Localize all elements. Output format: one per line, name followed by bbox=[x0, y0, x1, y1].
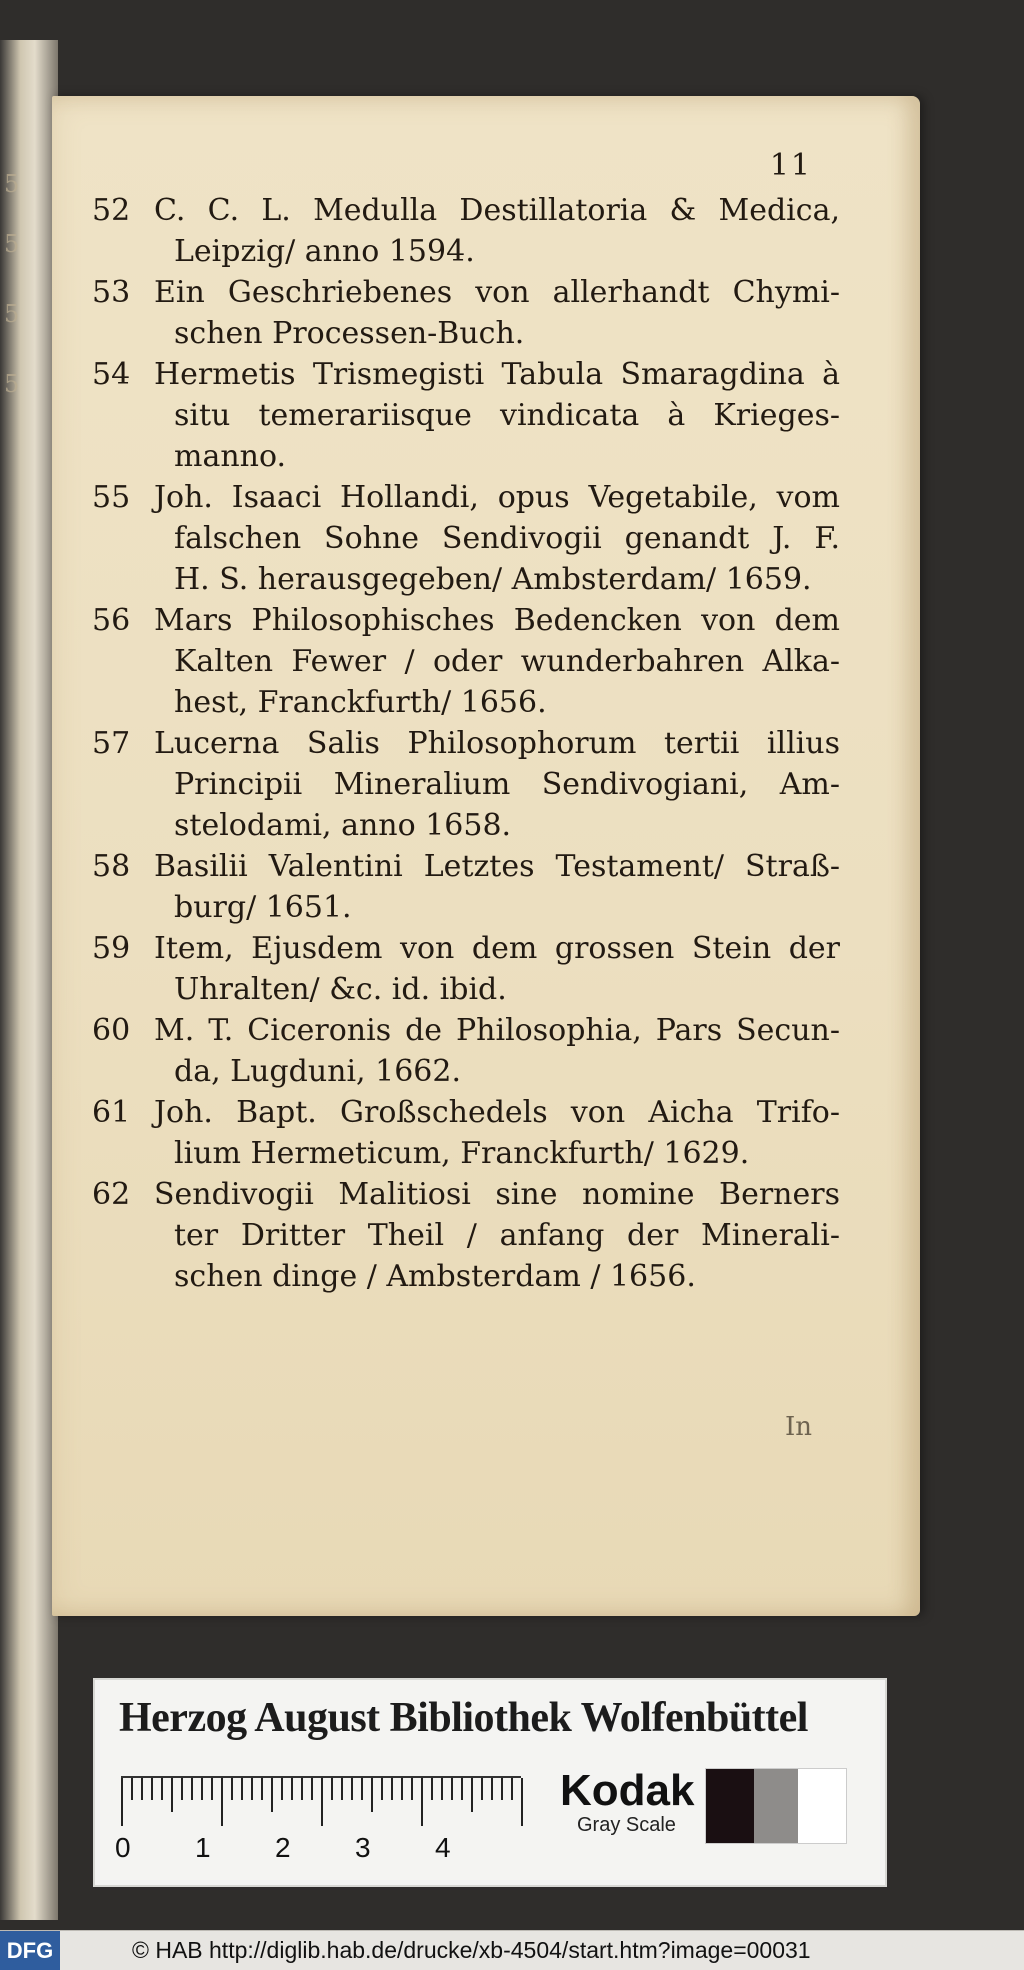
entry-number: 53 bbox=[92, 275, 131, 310]
ruler-tick bbox=[381, 1778, 383, 1800]
ruler-tick bbox=[281, 1778, 283, 1800]
ruler-tick bbox=[451, 1778, 453, 1800]
ruler-tick bbox=[121, 1778, 123, 1826]
ruler-tick bbox=[161, 1778, 163, 1800]
ruler-tick bbox=[271, 1778, 273, 1812]
entry-text-line: Hermetis Trismegisti Tabula Smaragdina à bbox=[154, 357, 840, 392]
catalogue-entry bbox=[92, 928, 852, 1010]
kodak-logo: Kodak bbox=[560, 1766, 695, 1815]
entry-text-line: Ein Geschriebenes von allerhandt Chymi- bbox=[154, 275, 840, 310]
ruler-tick bbox=[181, 1778, 183, 1800]
bleed-mark: 5 bbox=[4, 230, 20, 258]
entry-text-line: M. T. Ciceronis de Philosophia, Pars Secun- bbox=[154, 1013, 840, 1048]
scan-reference-card bbox=[95, 1680, 885, 1885]
ruler-tick bbox=[321, 1778, 323, 1826]
ruler-tick bbox=[141, 1778, 143, 1800]
entry-text-line: ter Dritter Theil / anfang der Minerali- bbox=[174, 1218, 840, 1253]
ruler-tick bbox=[511, 1778, 513, 1800]
entry-text-line: burg/ 1651. bbox=[174, 890, 352, 925]
ruler-tick bbox=[251, 1778, 253, 1800]
ruler-tick bbox=[191, 1778, 193, 1800]
copyright-link[interactable]: © HAB http://diglib.hab.de/drucke/xb-4504/start.htm?image=00031 bbox=[132, 1937, 811, 1963]
ruler-tick bbox=[481, 1778, 483, 1800]
ruler-tick bbox=[291, 1778, 293, 1800]
ruler-tick bbox=[461, 1778, 463, 1800]
ruler-tick bbox=[441, 1778, 443, 1800]
ruler-tick bbox=[131, 1778, 133, 1800]
ruler-tick bbox=[231, 1778, 233, 1800]
adjacent-page-edge bbox=[0, 40, 58, 1920]
ruler-tick bbox=[201, 1778, 203, 1800]
entry-text-line: Kalten Fewer / oder wunderbahren Alka- bbox=[174, 644, 840, 679]
bleed-mark: 5 bbox=[4, 300, 20, 328]
ruler-tick bbox=[241, 1778, 243, 1800]
entry-text-line: Sendivogii Malitiosi sine nomine Berners bbox=[154, 1177, 840, 1212]
gray-scale-patches bbox=[705, 1768, 847, 1844]
ruler-number: 1 bbox=[195, 1832, 211, 1863]
entry-text-line: stelodami, anno 1658. bbox=[174, 808, 512, 843]
entry-text-line: da, Lugduni, 1662. bbox=[174, 1054, 462, 1089]
entry-text-line: Lucerna Salis Philosophorum tertii illius bbox=[154, 726, 840, 761]
entry-text-line: schen dinge / Ambsterdam / 1656. bbox=[174, 1259, 696, 1294]
entry-number: 60 bbox=[92, 1013, 131, 1048]
ruler-number: 4 bbox=[435, 1832, 451, 1863]
ruler-tick bbox=[301, 1778, 303, 1800]
entry-number: 58 bbox=[92, 849, 131, 884]
catalogue-entry bbox=[92, 477, 852, 600]
catalogue-entry bbox=[92, 600, 852, 723]
entry-text-line: Principii Mineralium Sendivogiani, Am- bbox=[174, 767, 840, 802]
catchword: In bbox=[784, 1412, 812, 1442]
ruler-tick bbox=[491, 1778, 493, 1800]
bleed-mark: 5 bbox=[4, 170, 20, 198]
ruler-tick bbox=[341, 1778, 343, 1800]
ruler-tick bbox=[221, 1778, 223, 1826]
entry-number: 54 bbox=[92, 357, 131, 392]
gray-scale-label: Gray Scale bbox=[577, 1814, 676, 1836]
ruler-tick bbox=[521, 1778, 523, 1826]
ruler-tick bbox=[431, 1778, 433, 1800]
ruler-tick bbox=[411, 1778, 413, 1800]
catalogue-entry bbox=[92, 1174, 852, 1297]
ruler-tick bbox=[351, 1778, 353, 1800]
ruler-tick bbox=[211, 1778, 213, 1800]
entry-number: 61 bbox=[92, 1095, 131, 1130]
footer-bar bbox=[0, 1930, 1024, 1970]
entry-number: 55 bbox=[92, 480, 131, 515]
book-page bbox=[52, 96, 920, 1616]
entry-text-line: C. C. L. Medulla Destillatoria & Medica, bbox=[154, 193, 840, 228]
ruler-tick bbox=[171, 1778, 173, 1812]
catalogue-entry bbox=[92, 190, 852, 272]
entry-text-line: falschen Sohne Sendivogii genandt J. F. bbox=[174, 521, 840, 556]
ruler-tick bbox=[391, 1778, 393, 1800]
entry-text-line: Uhralten/ &c. id. ibid. bbox=[174, 972, 507, 1007]
catalogue-entry bbox=[92, 354, 852, 477]
ruler-ticks bbox=[121, 1776, 521, 1830]
entry-text-line: lium Hermeticum, Franckfurth/ 1629. bbox=[174, 1136, 750, 1171]
dfg-logo: DFG bbox=[0, 1931, 60, 1970]
gray-patch-light bbox=[798, 1769, 846, 1843]
entry-text-line: Item, Ejusdem von dem grossen Stein der bbox=[154, 931, 840, 966]
catalogue-entry bbox=[92, 1010, 852, 1092]
entry-text-line: Joh. Bapt. Großschedels von Aicha Trifo- bbox=[154, 1095, 840, 1130]
gray-patch-dark bbox=[706, 1769, 754, 1843]
entry-text-line: schen Processen-Buch. bbox=[174, 316, 525, 351]
library-title: Herzog August Bibliothek Wolfenbüttel bbox=[119, 1695, 808, 1741]
entry-text-line: situ temerariisque vindicata à Krieges- bbox=[174, 398, 840, 433]
entry-text-line: H. S. herausgegeben/ Ambsterdam/ 1659. bbox=[174, 562, 812, 597]
measurement-ruler bbox=[115, 1776, 521, 1876]
entry-number: 57 bbox=[92, 726, 131, 761]
ruler-tick bbox=[421, 1778, 423, 1826]
entry-number: 56 bbox=[92, 603, 131, 638]
ruler-tick bbox=[151, 1778, 153, 1800]
ruler-tick bbox=[331, 1778, 333, 1800]
entry-text-line: Leipzig/ anno 1594. bbox=[174, 234, 475, 269]
catalogue-entry bbox=[92, 272, 852, 354]
ruler-tick bbox=[361, 1778, 363, 1800]
ruler-tick bbox=[401, 1778, 403, 1800]
ruler-tick bbox=[501, 1778, 503, 1800]
ruler-number: 0 bbox=[115, 1832, 131, 1863]
catalogue-entry bbox=[92, 846, 852, 928]
entry-text-line: Basilii Valentini Letztes Testament/ Straß- bbox=[154, 849, 840, 884]
catalogue-entry bbox=[92, 723, 852, 846]
gray-patch-mid bbox=[754, 1769, 798, 1843]
catalogue-entry bbox=[92, 1092, 852, 1174]
ruler-tick bbox=[371, 1778, 373, 1812]
entry-number: 62 bbox=[92, 1177, 131, 1212]
ruler-tick bbox=[311, 1778, 313, 1800]
ruler-tick bbox=[471, 1778, 473, 1812]
entry-text-line: manno. bbox=[174, 439, 287, 474]
entry-number: 59 bbox=[92, 931, 131, 966]
entry-text-line: Joh. Isaaci Hollandi, opus Vegetabile, vom bbox=[154, 480, 840, 515]
ruler-tick bbox=[261, 1778, 263, 1800]
entry-number: 52 bbox=[92, 193, 131, 228]
ruler-number: 3 bbox=[355, 1832, 371, 1863]
page-number: 11 bbox=[769, 148, 812, 183]
catalogue-entries bbox=[92, 190, 852, 1297]
ruler-number: 2 bbox=[275, 1832, 291, 1863]
bleed-mark: 5 bbox=[4, 370, 20, 398]
entry-text-line: hest, Franckfurth/ 1656. bbox=[174, 685, 547, 720]
entry-text-line: Mars Philosophisches Bedencken von dem bbox=[154, 603, 840, 638]
